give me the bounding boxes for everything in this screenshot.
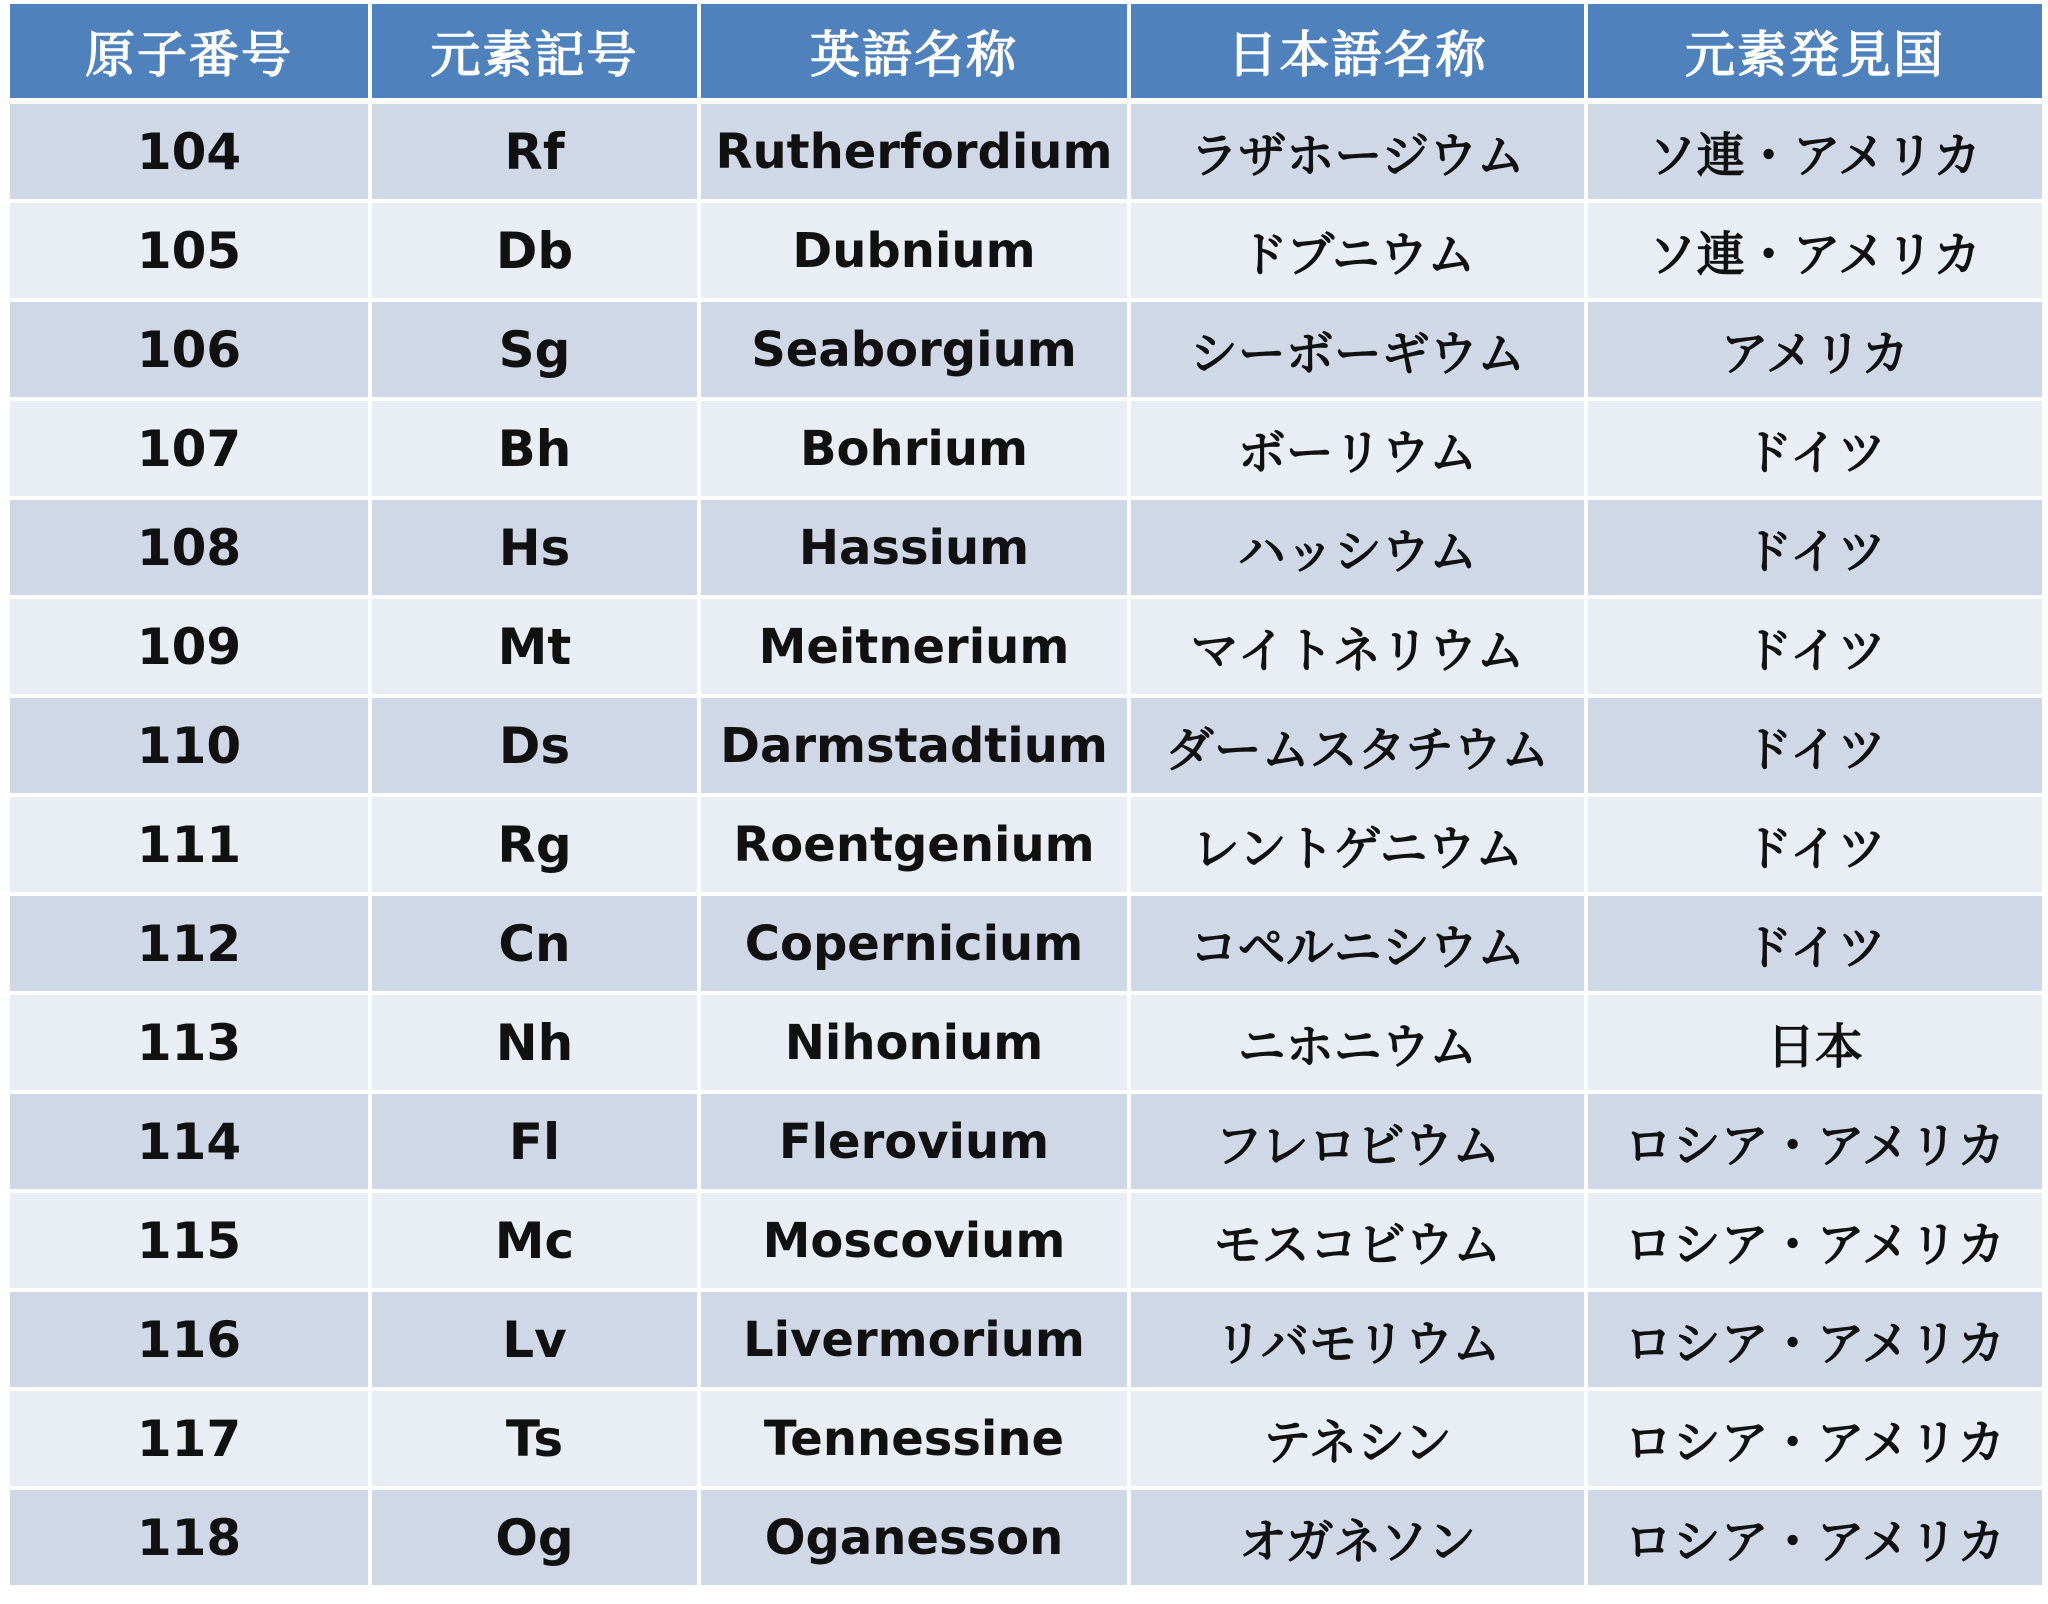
atomic-number-cell: 118 [10,1490,368,1589]
atomic-number-cell: 112 [10,896,368,995]
header-english-name: 英語名称 [701,4,1127,104]
japanese-name-cell: ボーリウム [1131,401,1584,500]
atomic-number-cell: 108 [10,500,368,599]
table-row [10,500,2042,599]
discovery-country-cell: ロシア・アメリカ [1588,1193,2042,1292]
discovery-country-cell: ドイツ [1588,896,2042,995]
table-row [10,797,2042,896]
discovery-country-cell: ドイツ [1588,500,2042,599]
element-symbol-cell: Rf [372,104,697,203]
element-symbol-cell: Ds [372,698,697,797]
japanese-name-cell: オガネソン [1131,1490,1584,1589]
discovery-country-cell: ドイツ [1588,599,2042,698]
discovery-country-cell: ロシア・アメリカ [1588,1391,2042,1490]
atomic-number-cell: 104 [10,104,368,203]
discovery-country-cell: ソ連・アメリカ [1588,203,2042,302]
atomic-number-cell: 106 [10,302,368,401]
atomic-number-cell: 115 [10,1193,368,1292]
english-name-cell: Livermorium [701,1292,1127,1391]
table-row [10,698,2042,797]
japanese-name-cell: ダームスタチウム [1131,698,1584,797]
table-row [10,1391,2042,1490]
japanese-name-cell: リバモリウム [1131,1292,1584,1391]
english-name-cell: Darmstadtium [701,698,1127,797]
atomic-number-cell: 109 [10,599,368,698]
table-row [10,1193,2042,1292]
element-symbol-cell: Ts [372,1391,697,1490]
table-row [10,599,2042,698]
japanese-name-cell: テネシン [1131,1391,1584,1490]
element-symbol-cell: Lv [372,1292,697,1391]
element-symbol-cell: Nh [372,995,697,1094]
table-row [10,995,2042,1094]
element-table-container [6,4,2042,1589]
atomic-number-cell: 114 [10,1094,368,1193]
discovery-country-cell: ロシア・アメリカ [1588,1094,2042,1193]
table-row [10,203,2042,302]
english-name-cell: Meitnerium [701,599,1127,698]
atomic-number-cell: 107 [10,401,368,500]
atomic-number-cell: 117 [10,1391,368,1490]
header-japanese-name: 日本語名称 [1131,4,1584,104]
discovery-country-cell: ドイツ [1588,401,2042,500]
element-symbol-cell: Mc [372,1193,697,1292]
discovery-country-cell: ソ連・アメリカ [1588,104,2042,203]
table-row [10,896,2042,995]
japanese-name-cell: マイトネリウム [1131,599,1584,698]
table-row [10,1094,2042,1193]
element-symbol-cell: Mt [372,599,697,698]
english-name-cell: Bohrium [701,401,1127,500]
table-row [10,1292,2042,1391]
japanese-name-cell: ラザホージウム [1131,104,1584,203]
english-name-cell: Seaborgium [701,302,1127,401]
english-name-cell: Oganesson [701,1490,1127,1589]
english-name-cell: Moscovium [701,1193,1127,1292]
header-row [10,4,2042,104]
japanese-name-cell: ニホニウム [1131,995,1584,1094]
japanese-name-cell: ドブニウム [1131,203,1584,302]
table-row [10,104,2042,203]
discovery-country-cell: 日本 [1588,995,2042,1094]
atomic-number-cell: 105 [10,203,368,302]
header-element-symbol: 元素記号 [372,4,697,104]
english-name-cell: Hassium [701,500,1127,599]
atomic-number-cell: 113 [10,995,368,1094]
element-symbol-cell: Rg [372,797,697,896]
english-name-cell: Copernicium [701,896,1127,995]
atomic-number-cell: 116 [10,1292,368,1391]
header-atomic-number: 原子番号 [10,4,368,104]
discovery-country-cell: ドイツ [1588,797,2042,896]
element-symbol-cell: Og [372,1490,697,1589]
discovery-country-cell: ドイツ [1588,698,2042,797]
english-name-cell: Tennessine [701,1391,1127,1490]
japanese-name-cell: ハッシウム [1131,500,1584,599]
japanese-name-cell: コペルニシウム [1131,896,1584,995]
element-table [6,4,2046,1589]
discovery-country-cell: ロシア・アメリカ [1588,1292,2042,1391]
table-body [10,104,2042,1589]
element-symbol-cell: Sg [372,302,697,401]
table-row [10,302,2042,401]
discovery-country-cell: ロシア・アメリカ [1588,1490,2042,1589]
element-symbol-cell: Fl [372,1094,697,1193]
table-row [10,401,2042,500]
japanese-name-cell: レントゲニウム [1131,797,1584,896]
element-symbol-cell: Db [372,203,697,302]
japanese-name-cell: フレロビウム [1131,1094,1584,1193]
english-name-cell: Rutherfordium [701,104,1127,203]
header-discovery-country: 元素発見国 [1588,4,2042,104]
english-name-cell: Nihonium [701,995,1127,1094]
element-symbol-cell: Bh [372,401,697,500]
table-row [10,1490,2042,1589]
element-symbol-cell: Cn [372,896,697,995]
atomic-number-cell: 110 [10,698,368,797]
english-name-cell: Dubnium [701,203,1127,302]
japanese-name-cell: シーボーギウム [1131,302,1584,401]
element-symbol-cell: Hs [372,500,697,599]
atomic-number-cell: 111 [10,797,368,896]
english-name-cell: Flerovium [701,1094,1127,1193]
japanese-name-cell: モスコビウム [1131,1193,1584,1292]
discovery-country-cell: アメリカ [1588,302,2042,401]
english-name-cell: Roentgenium [701,797,1127,896]
